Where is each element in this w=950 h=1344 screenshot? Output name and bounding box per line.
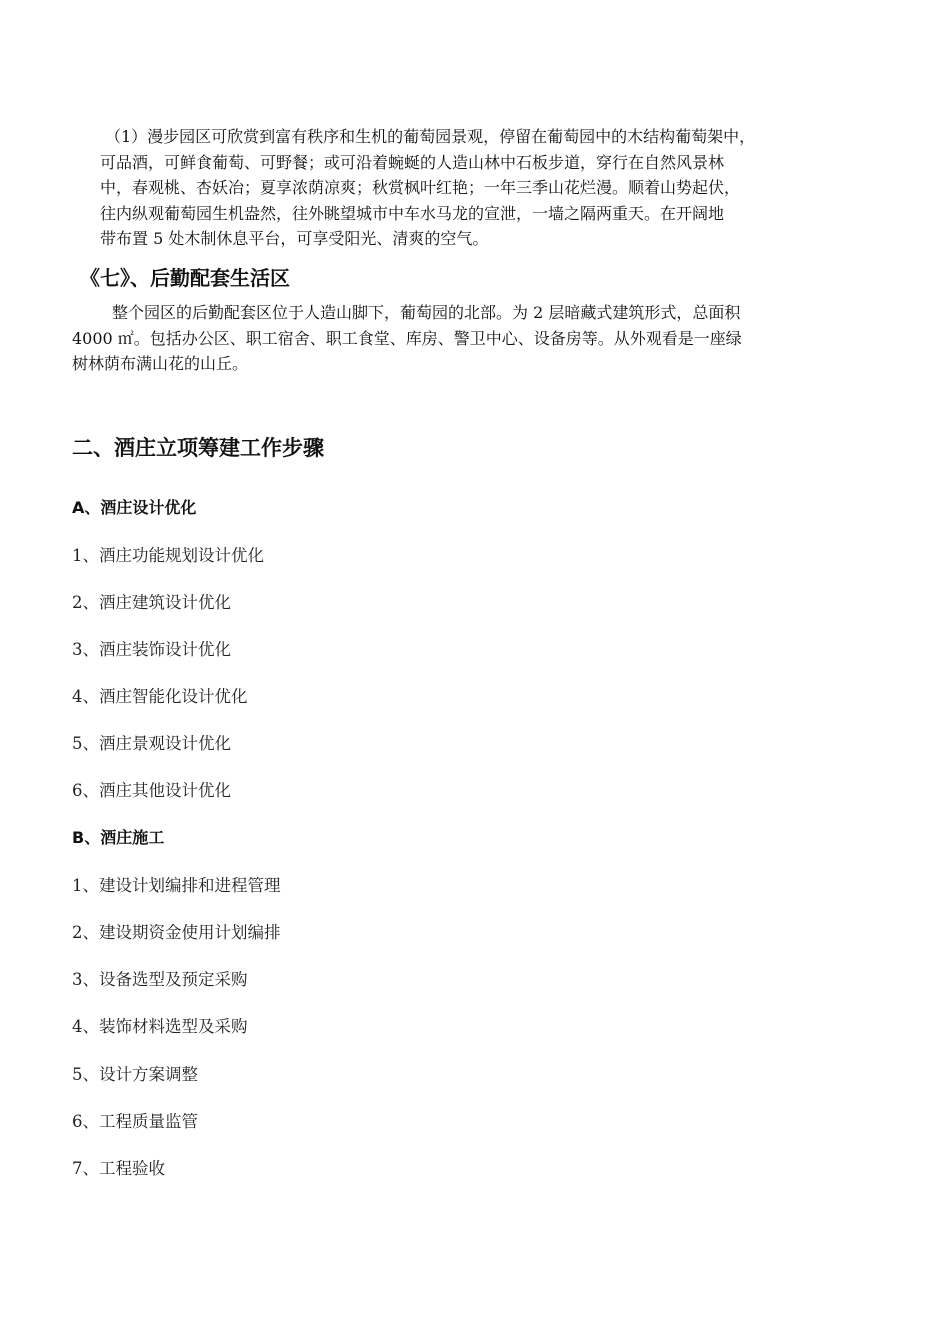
list-item: 2、建设期资金使用计划编排 [72,923,281,942]
list-item: 6、工程质量监管 [72,1112,198,1131]
list-item: 3、设备选型及预定采购 [72,970,248,989]
list-item: 1、建设计划编排和进程管理 [72,876,281,895]
list-item: 5、设计方案调整 [72,1065,198,1084]
paragraph-line: 往内纵观葡萄园生机盎然，往外眺望城市中车水马龙的宣泄，一墙之隔两重天。在开阔地 [100,203,725,223]
paragraph-line: 树林荫布满山花的山丘。 [72,354,249,373]
list-item: 4、装饰材料选型及采购 [72,1017,248,1036]
paragraph-line: 带布置 5 处木制休息平台，可享受阳光、清爽的空气。 [100,229,489,248]
paragraph-line: （1）漫步园区可欣赏到富有秩序和生机的葡萄园景观，停留在葡萄园中的木结构葡萄架中， [105,127,756,146]
subheading-construction: B、酒庄施工 [72,828,165,847]
section-heading-logistics: 《七》、后勤配套生活区 [80,266,290,290]
paragraph-vineyard-walk [100,124,890,252]
list-item: 3、酒庄装饰设计优化 [72,640,231,659]
section-heading-steps: 二、酒庄立项筹建工作步骤 [72,436,324,460]
list-item: 1、酒庄功能规划设计优化 [72,546,264,565]
paragraph-line: 可品酒，可鲜食葡萄、可野餐；或可沿着蜿蜒的人造山林中石板步道，穿行在自然风景林 [100,152,725,172]
list-item: 5、酒庄景观设计优化 [72,734,231,753]
subheading-design-optimization: A、酒庄设计优化 [72,498,197,517]
list-item: 4、酒庄智能化设计优化 [72,687,248,706]
paragraph-line: 4000 ㎡。包括办公区、职工宿舍、职工食堂、库房、警卫中心、设备房等。从外观看是一座绿 [72,328,742,348]
paragraph-line: 中，春观桃、杏妖冶；夏享浓荫凉爽；秋赏枫叶红艳；一年三季山花烂漫。顺着山势起伏， [100,178,741,197]
list-item: 6、酒庄其他设计优化 [72,781,231,800]
list-item: 7、工程验收 [72,1159,165,1178]
paragraph-line: 整个园区的后勤配套区位于人造山脚下，葡萄园的北部。为 2 层暗藏式建筑形式，总面积 [112,303,741,322]
paragraph-logistics [72,300,872,377]
list-item: 2、酒庄建筑设计优化 [72,593,231,612]
